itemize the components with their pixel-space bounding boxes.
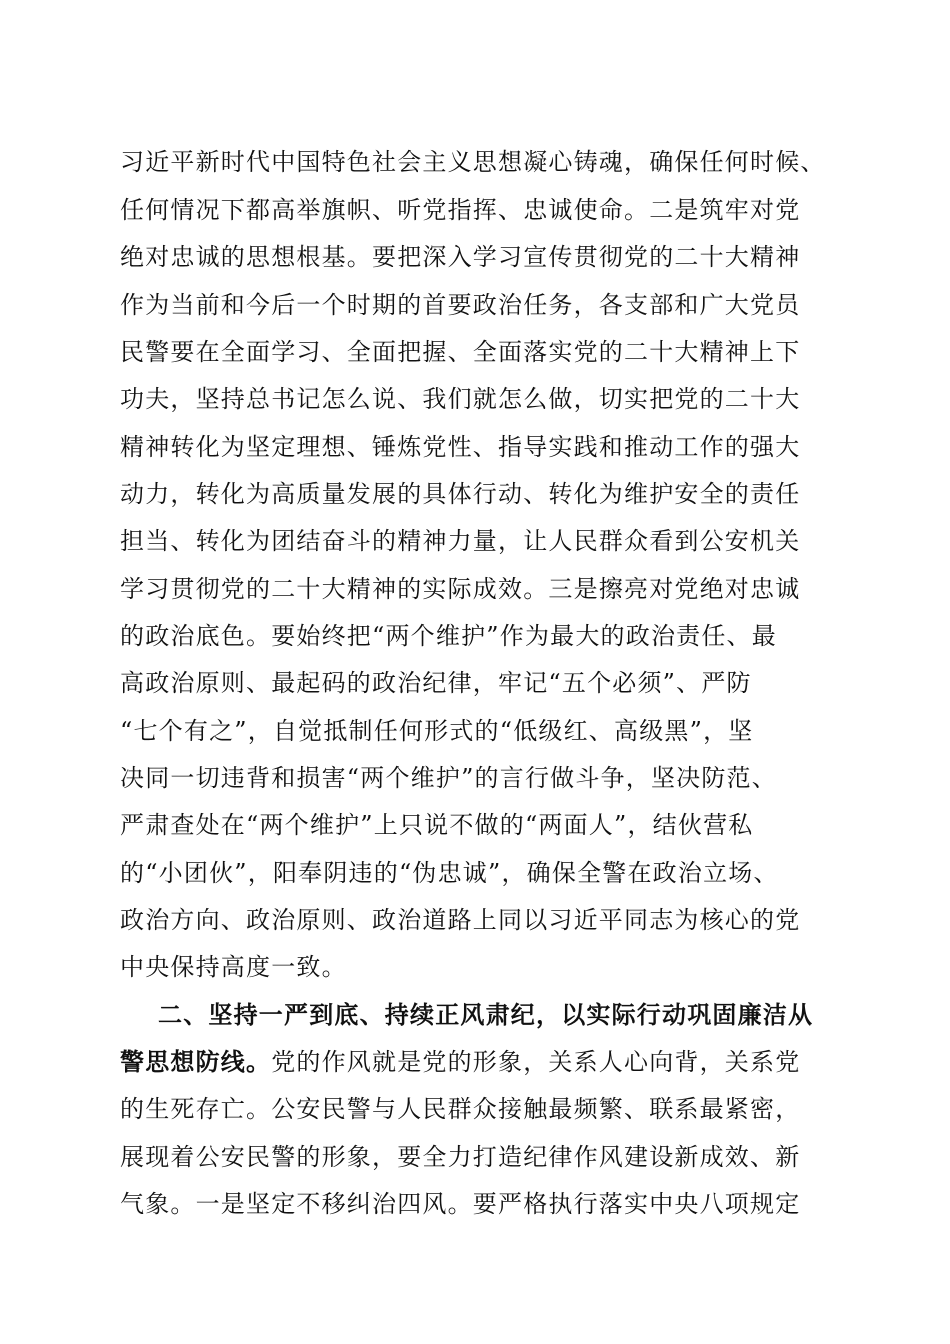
section-heading-continuation [120,1038,840,1086]
text-line: 严肃查处在“两个维护”上只说不做的“两面人”，结伙营私 [120,811,754,839]
text-line: 精神转化为坚定理想、锤炼党性、指导实践和推动工作的强大 [120,433,801,461]
text-line: 绝对忠诚的思想根基。要把深入学习宣传贯彻党的二十大精神 [120,243,801,271]
text-line: 民警要在全面学习、全面把握、全面落实党的二十大精神上下 [120,338,801,366]
text-line: 的生死存亡。公安民警与人民群众接触最频繁、联系最紧密， [120,1095,801,1123]
text-line: 决同一切违背和损害“两个维护”的言行做斗争，坚决防范、 [120,764,777,792]
text-line: 动力，转化为高质量发展的具体行动、转化为维护安全的责任 [120,480,801,508]
section-heading-tail: 警思想防线。 [120,1048,272,1076]
section-heading: 二、坚持一严到底、持续正风肃纪，以实际行动巩固廉洁从 [158,1001,814,1029]
text-line: 功夫，坚持总书记怎么说、我们就怎么做，切实把党的二十大 [120,385,801,413]
text-line: 中央保持高度一致。 [120,953,347,981]
text-line: 的“小团伙”，阳奉阴违的“伪忠诚”，确保全警在政治立场、 [120,859,779,887]
text-line: 作为当前和今后一个时期的首要政治任务，各支部和广大党员 [120,291,801,319]
text-line: 任何情况下都高举旗帜、听党指挥、忠诚使命。二是筑牢对党 [120,196,801,224]
text-line: 政治方向、政治原则、政治道路上同以习近平同志为核心的党 [120,906,801,934]
text-line: 习近平新时代中国特色社会主义思想凝心铸魂，确保任何时候、 [120,148,826,176]
text-line: 展现着公安民警的形象，要全力打造纪律作风建设新成效、新 [120,1143,801,1171]
text-line: 担当、转化为团结奋斗的精神力量，让人民群众看到公安机关 [120,527,801,555]
text-line: 高政治原则、最起码的政治纪律，牢记“五个必须”、严防 [120,669,752,697]
text-line: 的政治底色。要始终把“两个维护”作为最大的政治责任、最 [120,622,777,650]
text-line: 学习贯彻党的二十大精神的实际成效。三是擦亮对党绝对忠诚 [120,575,801,603]
text-line: “七个有之”，自觉抵制任何形式的“低级红、高级黑”，坚 [120,717,754,745]
text-line: 气象。一是坚定不移纠治四风。要严格执行落实中央八项规定 [120,1190,801,1218]
paragraph-text: 党的作风就是党的形象，关系人心向背，关系党 [271,1048,801,1076]
